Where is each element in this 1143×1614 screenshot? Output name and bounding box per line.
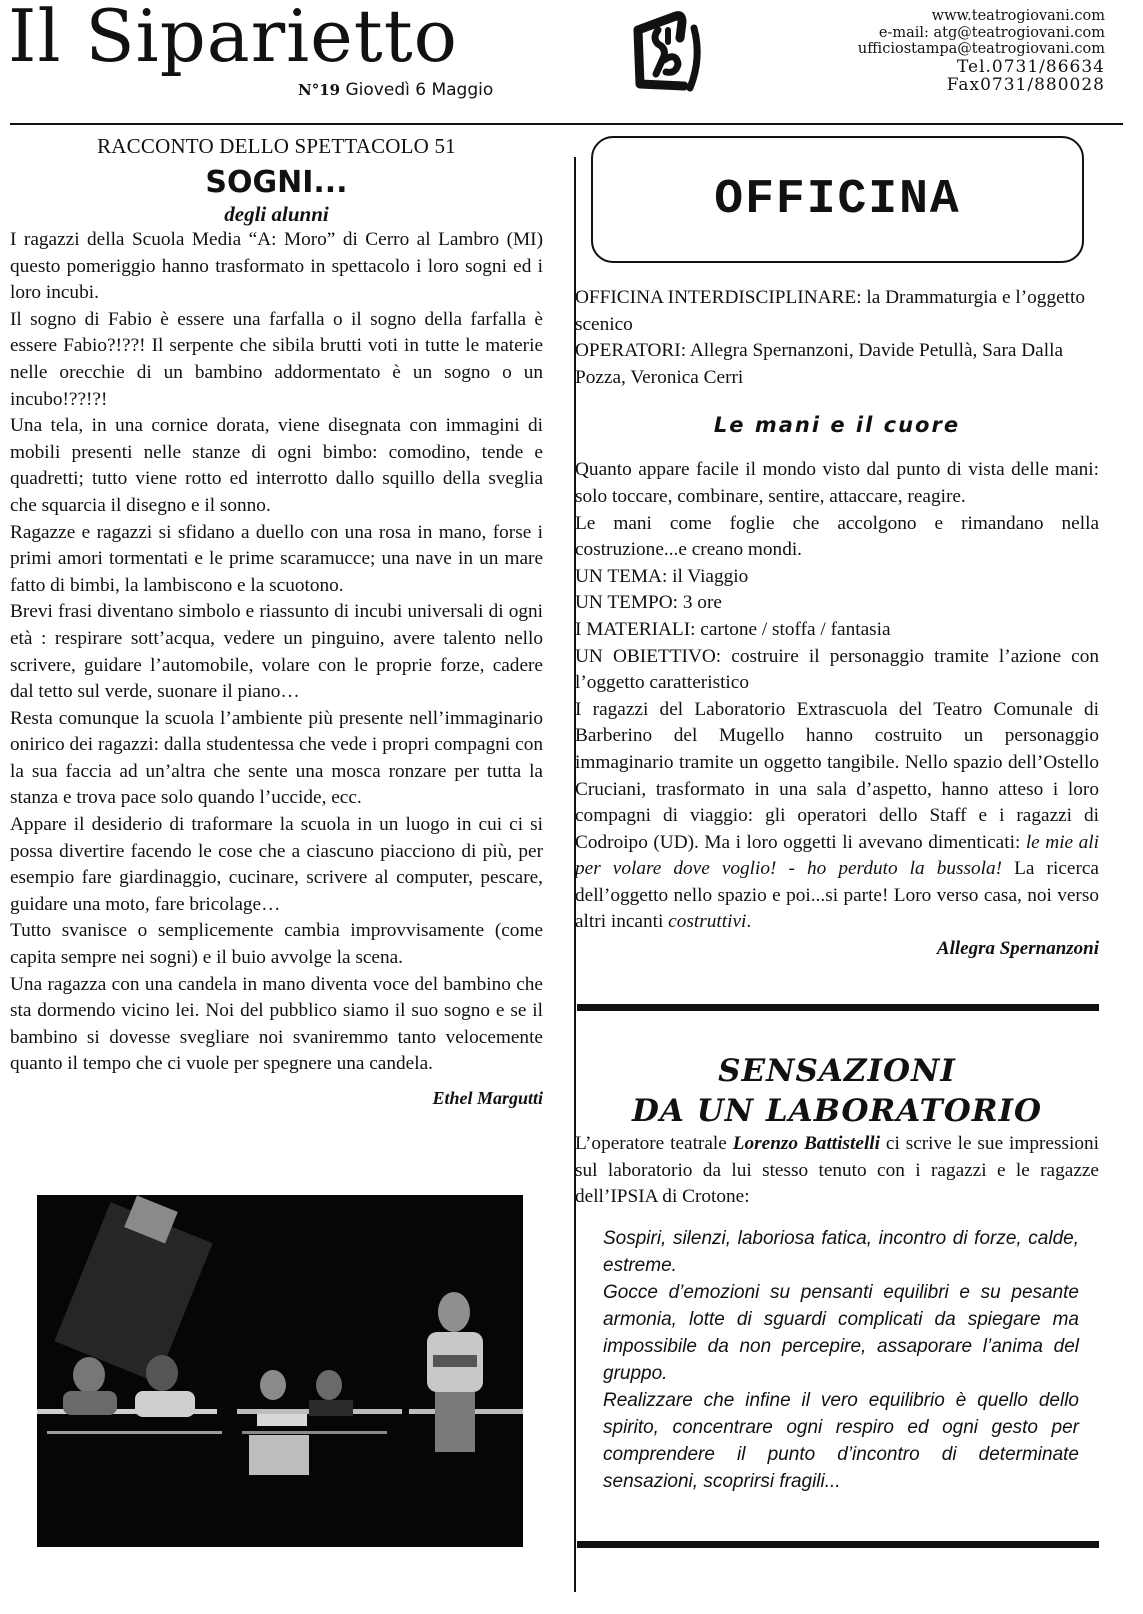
quote-paragraph: Gocce d’emozioni su pensanti equilibri e su pesante armonia, lotte di sguardi complicati da spiegare ma impossibile da non percepire, assaporare l’anima del gruppo. xyxy=(603,1281,1079,1384)
officina-body xyxy=(575,457,1099,936)
fax-number: Fax0731/880028 xyxy=(946,74,1105,95)
italic-word: costruttivi xyxy=(668,911,747,933)
text: . xyxy=(746,911,752,933)
theater-figure-logo-icon xyxy=(628,8,708,94)
article-headline: SOGNI... xyxy=(205,165,348,200)
paragraph: Una tela, in una cornice dorata, viene disegnata con immagini di mobili presenti nelle stanze di ogni bimbo: comodino, tende e quadretti; tutto viene rotto ed interrotto dallo squillo della sveglia che squarcia il disegno e il sonno. xyxy=(10,415,543,516)
issue-date: Giovedì 6 Maggio xyxy=(345,80,494,100)
issue-number: N°19 xyxy=(298,81,341,99)
materials-line: I MATERIALI: cartone / stoffa / fantasia xyxy=(575,618,891,640)
text: La ricerca dell’oggetto nello spazio e poi...si parte! Loro verso casa, noi verso altri incanti xyxy=(575,858,1099,933)
officina-section-header xyxy=(591,136,1084,263)
article-title: Le mani e il cuore xyxy=(713,413,961,438)
text: I ragazzi del Laboratorio Extrascuola del Teatro Comunale di Barberino del Mugello hanno costruito un personaggio immaginario tramite un oggetto tangibile. Nello spazio dell’Ostello Cruciani, trasformato in una sala d’aspetto, hanno atteso i loro compagni di viaggio: gli operatori dello Staff e i ragazzi di Codroipo (UD). Ma i loro oggetti li avevano dimenticati: xyxy=(575,698,1099,853)
article-body xyxy=(10,227,543,1078)
text: L’operatore teatrale xyxy=(575,1133,733,1155)
issue-info xyxy=(298,80,493,100)
section-rule xyxy=(577,1541,1099,1548)
press-email-link[interactable]: ufficiostampa@teatrogiovani.com xyxy=(857,41,1105,57)
paragraph: I ragazzi della Scuola Media “A: Moro” di Cerro al Lambro (MI) questo pomeriggio hanno trasformato in spettacolo i loro sogni ed i loro incubi. xyxy=(10,229,543,304)
masthead-rule xyxy=(10,123,1123,125)
email-link[interactable]: e-mail: atg@teatrogiovani.com xyxy=(878,24,1105,41)
paragraph: Tutto svanisce o semplicemente cambia improvvisamente (come capita sempre nei sogni) e il buio avvolge la scena. xyxy=(10,920,543,969)
workshop-name: OFFICINA INTERDISCIPLINARE: la Drammaturgia e l’oggetto scenico xyxy=(575,287,1086,335)
article-kicker: RACCONTO DELLO SPETTACOLO 51 xyxy=(97,134,456,158)
article-subtitle: degli alunni xyxy=(224,202,329,226)
paragraph xyxy=(575,1131,1099,1211)
left-article xyxy=(10,132,543,1109)
author-name: Lorenzo Battistelli xyxy=(732,1133,881,1155)
section-title: OFFICINA xyxy=(714,172,961,227)
article-author: Allegra Spernanzoni xyxy=(936,938,1099,960)
paragraph: Appare il desiderio di traformare la scuola in un luogo in cui ci si possa divertire facendo le cose che a ciascuno piacciono di più, per esempio fare giardinaggio, cucinare, scrivere al computer, pescare, guidare una moto, fare bricolage… xyxy=(10,814,543,915)
workshop-operators: OPERATORI: Allegra Spernanzoni, Davide Petullà, Sara Dalla Pozza, Veronica Cerri xyxy=(575,340,1063,388)
paragraph: Una ragazza con una candela in mano diventa voce del bambino che sta dormendo vicino lei. Noi del pubblico siamo il suo sogno e se il bambino si dovesse svegliare noi svaniremmo tanto velocemente quanto il tempo che ci vuole per spegnere una candela. xyxy=(10,973,543,1075)
website-link[interactable]: www.teatrogiovani.com xyxy=(931,8,1105,24)
stage-photo xyxy=(37,1195,523,1547)
phone-number: Tel.0731/86634 xyxy=(957,56,1105,77)
right-column xyxy=(575,132,1099,1548)
paragraph: Quanto appare facile il mondo visto dal punto di vista delle mani: solo toccare, combinare, sentire, attaccare, reagire. xyxy=(575,459,1099,507)
section-rule xyxy=(577,1004,1099,1011)
sensazioni-quote xyxy=(603,1225,1079,1495)
paragraph: Le mani come foglie che accolgono e rimandano nella costruzione...e creano mondi. xyxy=(575,512,1099,561)
time-line: UN TEMPO: 3 ore xyxy=(575,592,722,614)
article-author: Ethel Margutti xyxy=(432,1088,543,1108)
text: ci scrive le sue impressioni sul laboratorio da lui stesso tenuto con i ragazzi e le ragazze dell’IPSIA di Crotone: xyxy=(575,1133,1099,1208)
contact-info xyxy=(858,8,1105,94)
sensazioni-title xyxy=(575,1051,1099,1131)
newspaper-title: Il Siparietto xyxy=(8,0,458,78)
officina-intro xyxy=(575,285,1099,391)
quote-paragraph: Sospiri, silenzi, laboriosa fatica, incontro di forze, calde, estreme. xyxy=(603,1227,1079,1276)
paragraph: Resta comunque la scuola l’ambiente più presente nell’immaginario onirico dei ragazzi: dalla studentessa che vede i propri compagni con la sua faccia ad un’altra che sente una mosca ronzare per tutta la stanza e trova pace solo quando l’uccide, ecc. xyxy=(10,707,543,809)
sensazioni-intro xyxy=(575,1131,1099,1211)
title-line: DA UN LABORATORIO xyxy=(632,1093,1042,1130)
paragraph: Il sogno di Fabio è essere una farfalla o il sogno della farfalla è essere Fabio?!??! Il serpente che sibila brutti voti in tutte le materie nelle orecchie di un bambino addormentato è un sogno o un incubo!??!?! xyxy=(10,308,543,410)
italic-quote: le mie ali per volare dove voglio! - ho perduto la bussola! xyxy=(575,831,1099,880)
paragraph: Brevi frasi diventano simbolo e riassunto di incubi universali di ogni età : respirare sott’acqua, vedere un pinguino, avere talento nello scrivere, guidare l’automobile, volare con le proprie forze, cadere dal tetto sul verde, suonare il piano… xyxy=(10,601,543,703)
quote-paragraph: Realizzare che infine il vero equilibrio è quello dello spirito, concentrare ogni respiro ed ogni gesto per comprendere il punto d’incontro di determinate sensazioni, scoprirsi fragili... xyxy=(603,1389,1079,1492)
paragraph: Ragazze e ragazzi si sfidano a duello con una rosa in mano, forse i primi amori tormentati e le prime scaramucce; una nave in un mare fatto di bimbi, la lambiscono e la scuotono. xyxy=(10,521,543,596)
objective-line: UN OBIETTIVO: costruire il personaggio tramite l’azione con l’oggetto caratteristico xyxy=(575,645,1099,694)
paragraph xyxy=(575,697,1099,936)
title-line: SENSAZIONI xyxy=(718,1053,956,1090)
theme-line: UN TEMA: il Viaggio xyxy=(575,565,749,587)
